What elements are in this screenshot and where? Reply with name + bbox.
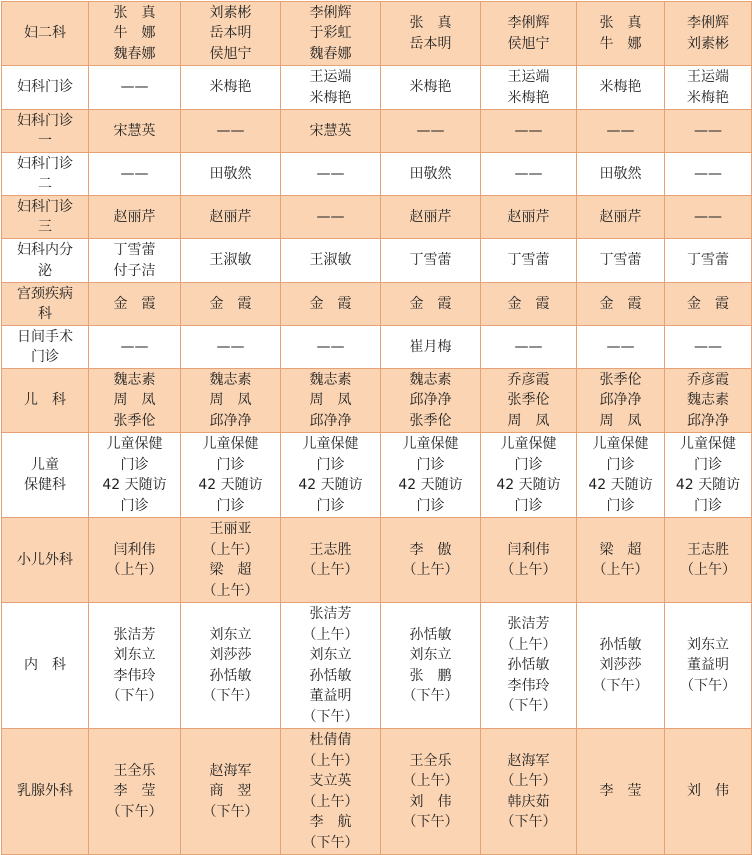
schedule-cell: 金 霞 [481, 283, 577, 326]
schedule-cell: 刘东立 董益明 （下午） [665, 603, 752, 729]
schedule-cell: —— [481, 326, 577, 369]
schedule-cell: —— [665, 196, 752, 239]
schedule-cell: 乔彦霞 魏志素 邱净净 [665, 369, 752, 433]
schedule-cell: 儿童保健 门诊 42 天随访 门诊 [665, 433, 752, 518]
schedule-cell: —— [181, 326, 281, 369]
schedule-cell: 儿童保健 门诊 42 天随访 门诊 [89, 433, 181, 518]
schedule-cell: 赵丽芹 [181, 196, 281, 239]
dept-name: 妇科门诊 二 [2, 153, 89, 196]
schedule-cell: 张 真 牛 娜 [577, 2, 665, 66]
dept-name: 乳腺外科 [2, 729, 89, 855]
dept-row-pediatric-surgery [2, 518, 752, 603]
dept-name: 妇科门诊 [2, 66, 89, 110]
dept-row-cervical [2, 283, 752, 326]
schedule-cell: 丁雪蕾 付子洁 [89, 239, 181, 283]
schedule-table [1, 1, 752, 855]
schedule-cell: —— [89, 326, 181, 369]
schedule-cell: 田敬然 [181, 153, 281, 196]
schedule-cell: —— [281, 196, 381, 239]
schedule-cell: 王志胜 （上午） [281, 518, 381, 603]
schedule-cell: 魏志素 周 凤 邱净净 [181, 369, 281, 433]
schedule-cell: 王淑敏 [281, 239, 381, 283]
schedule-cell: 王淑敏 [181, 239, 281, 283]
dept-row-internal-medicine [2, 603, 752, 729]
schedule-cell: 儿童保健 门诊 42 天随访 门诊 [181, 433, 281, 518]
schedule-cell: 金 霞 [381, 283, 481, 326]
schedule-cell: —— [281, 153, 381, 196]
schedule-cell: 张季伦 邱净净 周 凤 [577, 369, 665, 433]
schedule-cell: 丁雪蕾 [665, 239, 752, 283]
schedule-cell: 金 霞 [89, 283, 181, 326]
schedule-cell: 王运端 米梅艳 [481, 66, 577, 110]
schedule-cell: 刘 伟 [665, 729, 752, 855]
dept-row-gyn-clinic-3 [2, 196, 752, 239]
schedule-cell: 宋慧英 [89, 110, 181, 153]
dept-row-gyn-clinic-2 [2, 153, 752, 196]
dept-row-gyn-endocrine [2, 239, 752, 283]
dept-name: 内 科 [2, 603, 89, 729]
schedule-cell: 王运端 米梅艳 [665, 66, 752, 110]
schedule-cell: 田敬然 [381, 153, 481, 196]
schedule-cell: 儿童保健 门诊 42 天随访 门诊 [381, 433, 481, 518]
schedule-cell: 儿童保健 门诊 42 天随访 门诊 [281, 433, 381, 518]
schedule-cell: 乔彦霞 张季伦 周 凤 [481, 369, 577, 433]
dept-row-gyn-clinic [2, 66, 752, 110]
schedule-cell: 闫利伟 （上午） [89, 518, 181, 603]
schedule-cell: 张洁芳 （上午） 孙恬敏 李伟玲 （下午） [481, 603, 577, 729]
schedule-cell: 儿童保健 门诊 42 天随访 门诊 [481, 433, 577, 518]
schedule-cell: 赵丽芹 [577, 196, 665, 239]
schedule-cell: 梁 超 （上午） [577, 518, 665, 603]
schedule-cell: 魏志素 周 凤 张季伦 [89, 369, 181, 433]
schedule-cell: —— [577, 110, 665, 153]
schedule-cell: 金 霞 [665, 283, 752, 326]
schedule-cell: 杜倩倩 （上午） 支立英 （上午） 李 航 （下午） [281, 729, 381, 855]
schedule-cell: 米梅艳 [181, 66, 281, 110]
dept-name: 日间手术 门诊 [2, 326, 89, 369]
schedule-cell: 赵海军 （上午） 韩庆茹 （下午） [481, 729, 577, 855]
schedule-cell: 宋慧英 [281, 110, 381, 153]
schedule-cell: 魏志素 周 凤 邱净净 [281, 369, 381, 433]
dept-row-pediatrics [2, 369, 752, 433]
schedule-cell: —— [481, 110, 577, 153]
dept-row-gynecology-2 [2, 2, 752, 66]
dept-name: 妇科门诊 三 [2, 196, 89, 239]
schedule-cell: 赵丽芹 [481, 196, 577, 239]
schedule-cell: 崔月梅 [381, 326, 481, 369]
schedule-cell: 孙恬敏 刘东立 张 鹏 （下午） [381, 603, 481, 729]
schedule-cell: 刘东立 刘莎莎 孙恬敏 （下午） [181, 603, 281, 729]
schedule-cell: 张洁芳 （上午） 刘东立 孙恬敏 董益明 （下午） [281, 603, 381, 729]
schedule-cell: 孙恬敏 刘莎莎 （下午） [577, 603, 665, 729]
schedule-cell: —— [665, 326, 752, 369]
dept-name: 妇二科 [2, 2, 89, 66]
schedule-cell: 王志胜 （上午） [665, 518, 752, 603]
schedule-cell: 儿童保健 门诊 42 天随访 门诊 [577, 433, 665, 518]
schedule-cell: —— [381, 110, 481, 153]
schedule-cell: 王全乐 李 莹 （下午） [89, 729, 181, 855]
dept-row-child-health [2, 433, 752, 518]
schedule-cell: 李 莹 [577, 729, 665, 855]
schedule-cell: 刘素彬 岳本明 侯旭宁 [181, 2, 281, 66]
dept-row-day-surgery [2, 326, 752, 369]
schedule-cell: 李 傲 （上午） [381, 518, 481, 603]
schedule-cell: 金 霞 [281, 283, 381, 326]
dept-row-breast-surgery [2, 729, 752, 855]
dept-name: 儿 科 [2, 369, 89, 433]
schedule-cell: 丁雪蕾 [481, 239, 577, 283]
schedule-cell: 赵丽芹 [89, 196, 181, 239]
schedule-cell: 王全乐 （上午） 刘 伟 （下午） [381, 729, 481, 855]
dept-name: 妇科内分 泌 [2, 239, 89, 283]
schedule-cell: 李俐辉 于彩虹 魏春娜 [281, 2, 381, 66]
dept-name: 宫颈疾病 科 [2, 283, 89, 326]
schedule-cell: 金 霞 [181, 283, 281, 326]
schedule-cell: 李俐辉 刘素彬 [665, 2, 752, 66]
schedule-cell: 丁雪蕾 [577, 239, 665, 283]
dept-name: 儿童 保健科 [2, 433, 89, 518]
schedule-cell: —— [665, 110, 752, 153]
schedule-cell: —— [89, 153, 181, 196]
schedule-cell: 魏志素 邱净净 张季伦 [381, 369, 481, 433]
schedule-cell: —— [181, 110, 281, 153]
schedule-cell: 米梅艳 [381, 66, 481, 110]
schedule-cell: 张洁芳 刘东立 李伟玲 （下午） [89, 603, 181, 729]
dept-name: 妇科门诊 一 [2, 110, 89, 153]
schedule-cell: —— [481, 153, 577, 196]
dept-row-gyn-clinic-1 [2, 110, 752, 153]
schedule-cell: 田敬然 [577, 153, 665, 196]
schedule-cell: 李俐辉 侯旭宁 [481, 2, 577, 66]
schedule-cell: —— [577, 326, 665, 369]
schedule-cell: 赵海军 商 翌 （下午） [181, 729, 281, 855]
schedule-cell: 张 真 牛 娜 魏春娜 [89, 2, 181, 66]
dept-name: 小儿外科 [2, 518, 89, 603]
schedule-cell: 王运端 米梅艳 [281, 66, 381, 110]
schedule-cell: 闫利伟 （上午） [481, 518, 577, 603]
schedule-cell: —— [89, 66, 181, 110]
schedule-cell: 王丽亚 （上午） 梁 超 （上午） [181, 518, 281, 603]
schedule-cell: 丁雪蕾 [381, 239, 481, 283]
schedule-cell: 金 霞 [577, 283, 665, 326]
schedule-cell: —— [665, 153, 752, 196]
schedule-cell: —— [281, 326, 381, 369]
schedule-cell: 米梅艳 [577, 66, 665, 110]
schedule-cell: 张 真 岳本明 [381, 2, 481, 66]
schedule-cell: 赵丽芹 [381, 196, 481, 239]
